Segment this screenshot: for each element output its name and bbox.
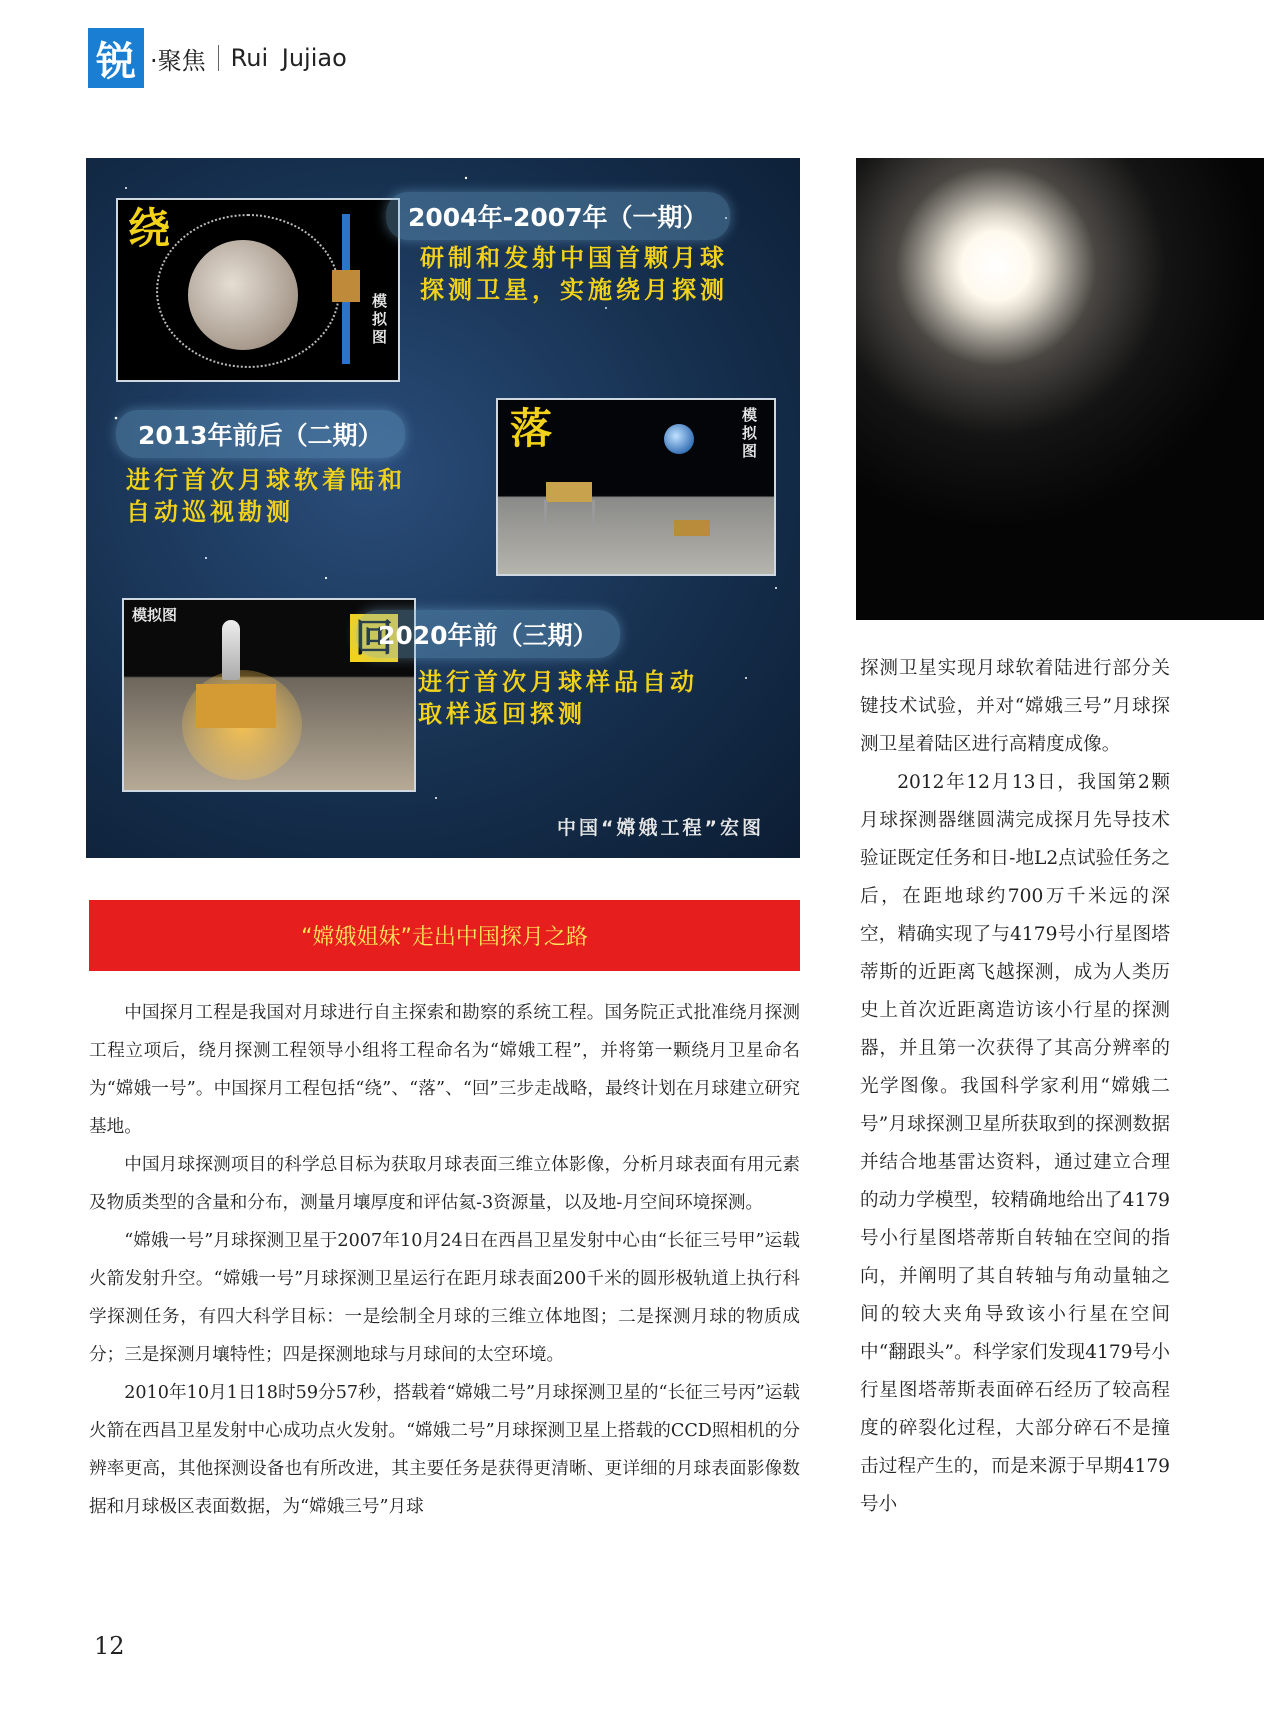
phase-three-title: 2020年前（三期） (356, 610, 620, 658)
orbit-label: 绕 (128, 204, 171, 253)
paragraph: 探测卫星实现月球软着陆进行部分关键技术试验，并对“嫦娥三号”月球探测卫星着陆区进行高精度成像。 (860, 658, 1170, 755)
moon-photo (856, 158, 1264, 620)
header-divider (218, 45, 219, 71)
paragraph: 中国月球探测项目的科学总目标为获取月球表面三维立体影像，分析月球表面有用元素及物质类型的含量和分布，测量月壤厚度和评估氦-3资源量，以及地-月空间环境探测。 (89, 1155, 800, 1213)
satellite-icon (332, 270, 360, 302)
section-title: ·聚焦 (150, 46, 206, 75)
main-text-column (89, 994, 800, 1526)
phase-three-desc-line: 取样返回探测 (418, 700, 586, 728)
lander-leg (544, 500, 547, 526)
section-title-english: Rui Jujiao (230, 44, 347, 72)
phase-two-desc-line: 进行首次月球软着陆和 (126, 466, 406, 494)
simulation-tag: 模拟图 (132, 606, 178, 624)
rover-icon (674, 520, 710, 536)
land-label: 落 (510, 404, 553, 453)
lander-icon (546, 482, 592, 502)
simulation-tag: 模拟图 (372, 292, 388, 346)
earth-icon (664, 424, 694, 454)
landing-illustration-panel (496, 398, 776, 576)
paragraph: “嫦娥一号”月球探测卫星于2007年10月24日在西昌卫星发射中心由“长征三号甲”运载火箭发射升空。“嫦娥一号”月球探测卫星运行在距月球表面200千米的圆形极轨道上执行科学探测任务，有四大科学目标：一是绘制全月球的三维立体地图；二是探测月球的物质成分；三是探测月壤特性；四是探测地球与月球间的太空环境。 (89, 1231, 800, 1365)
page-number: 12 (94, 1632, 125, 1660)
paragraph: 2010年10月1日18时59分57秒，搭载着“嫦娥二号”月球探测卫星的“长征三号丙”运载火箭在西昌卫星发射中心成功点火发射。“嫦娥二号”月球探测卫星上搭载的CCD照相机的分辨率更高，其他探测设备也有所改进，其主要任务是获得更清晰、更详细的月球表面影像数据和月球极区表面数据，为“嫦娥三号”月球 (89, 1383, 800, 1517)
paragraph: 2012年12月13日，我国第2颗月球探测器继圆满完成探月先导技术验证既定任务和日-地L2点试验任务之后，在距地球约700万千米远的深空，精确实现了与4179号小行星图塔蒂斯的近距离飞越探测，成为人类历史上首次近距离造访该小行星的探测器，并且第一次获得了其高分辨率的光学图像。我国科学家利用“嫦娥二号”月球探测卫星所获取到的探测数据并结合地基雷达资料，通过建立合理的动力学模型，较精确地给出了4179号小行星图塔蒂斯自转轴在空间的指向，并阐明了其自转轴与角动量轴之间的较大夹角导致该小行星在空间中“翻跟头”。科学家们发现4179号小行星图塔蒂斯表面碎石经历了较高程度的碎裂化过程，大部分碎石不是撞击过程产生的，而是来源于早期4179号小 (860, 772, 1170, 1515)
phase-one-title: 2004年-2007年（一期） (386, 192, 730, 240)
phase-two-title: 2013年前后（二期） (116, 410, 405, 458)
phase-three-description (418, 666, 698, 730)
article-title-banner: “嫦娥姐妹”走出中国探月之路 (89, 900, 800, 971)
phase-two-description (126, 464, 406, 528)
section-logo: 锐 (88, 28, 144, 88)
phase-one-description (420, 242, 728, 306)
orbit-illustration-panel (116, 198, 400, 382)
phase-one-desc-line: 探测卫星，实施绕月探测 (420, 276, 728, 304)
lander-leg (592, 500, 595, 526)
infographic-caption: 中国“嫦娥工程”宏图 (557, 817, 764, 839)
lunar-program-infographic (86, 158, 800, 858)
ascender-rocket-icon (222, 620, 240, 680)
phase-one-desc-line: 研制和发射中国首颗月球 (420, 244, 728, 272)
moon-icon (188, 240, 298, 350)
return-label-char: 回 (354, 616, 393, 660)
sample-return-lander-icon (196, 684, 276, 728)
page-header (88, 28, 347, 88)
simulation-tag: 模拟图 (742, 406, 758, 460)
phase-three-desc-line: 进行首次月球样品自动 (418, 668, 698, 696)
phase-two-desc-line: 自动巡视勘测 (126, 498, 294, 526)
paragraph: 中国探月工程是我国对月球进行自主探索和勘察的系统工程。国务院正式批准绕月探测工程立项后，绕月探测工程领导小组将工程命名为“嫦娥工程”，并将第一颗绕月卫星命名为“嫦娥一号”。中国探月工程包括“绕”、“落”、“回”三步走战略，最终计划在月球建立研究基地。 (89, 1003, 800, 1137)
side-text-column (860, 650, 1170, 1524)
